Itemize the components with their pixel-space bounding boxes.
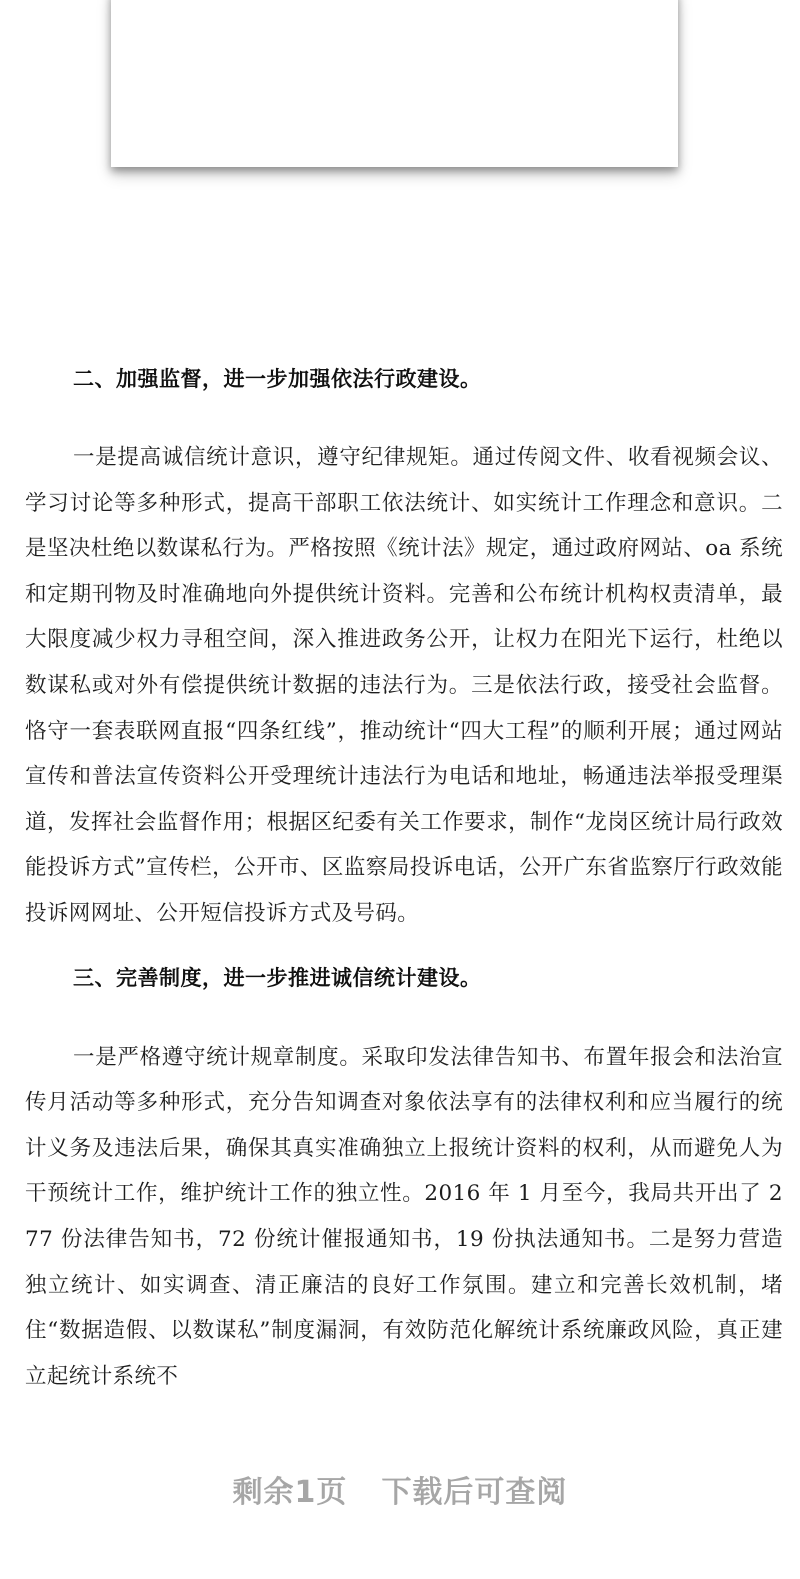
download-to-view-label: 下载后可查阅: [381, 1475, 568, 1510]
remaining-pages-label: 剩余1页: [232, 1475, 348, 1510]
previous-page-preview: [111, 0, 678, 167]
download-prompt[interactable]: [0, 1467, 800, 1511]
section-paragraph-2: 一是提高诚信统计意识，遵守纪律规矩。通过传阅文件、收看视频会议、学习讨论等多种形式，提高干部职工依法统计、如实统计工作理念和意识。二是坚决杜绝以数谋私行为。严格按照《统计法》规定，通过政府网站、oa 系统和定期刊物及时准确地向外提供统计资料。完善和公布统计机构权责清单，最大限度减少权力寻租空间，深入推进政务公开，让权力在阳光下运行，杜绝以数谋私或对外有偿提供统计数据的违法行为。三是依法行政，接受社会监督。恪守一套表联网直报“四条红线”，推动统计“四大工程”的顺利开展；通过网站宣传和普法宣传资料公开受理统计违法行为电话和地址，畅通违法举报受理渠道，发挥社会监督作用；根据区纪委有关工作要求，制作“龙岗区统计局行政效能投诉方式”宣传栏，公开市、区监察局投诉电话，公开广东省监察厅行政效能投诉网网址、公开短信投诉方式及号码。: [25, 445, 783, 926]
section-heading-3: 三、完善制度，进一步推进诚信统计建设。: [73, 964, 482, 990]
section-paragraph-3: 一是严格遵守统计规章制度。采取印发法律告知书、布置年报会和法治宣传月活动等多种形式，充分告知调查对象依法享有的法律权利和应当履行的统计义务及违法后果，确保其真实准确独立上报统计资料的权利，从而避免人为干预统计工作，维护统计工作的独立性。2016 年 1 月至今，我局共开出了 277 份法律告知书，72 份统计催报通知书，19 份执法通知书。二是努力营造独立统计、如实调查、清正廉洁的良好工作氛围。建立和完善长效机制，堵住“数据造假、以数谋私”制度漏洞，有效防范化解统计系统廉政风险，真正建立起统计系统不: [25, 1044, 783, 1389]
document-body: [25, 320, 783, 1399]
section-heading-2: 二、加强监督，进一步加强依法行政建设。: [73, 366, 482, 391]
